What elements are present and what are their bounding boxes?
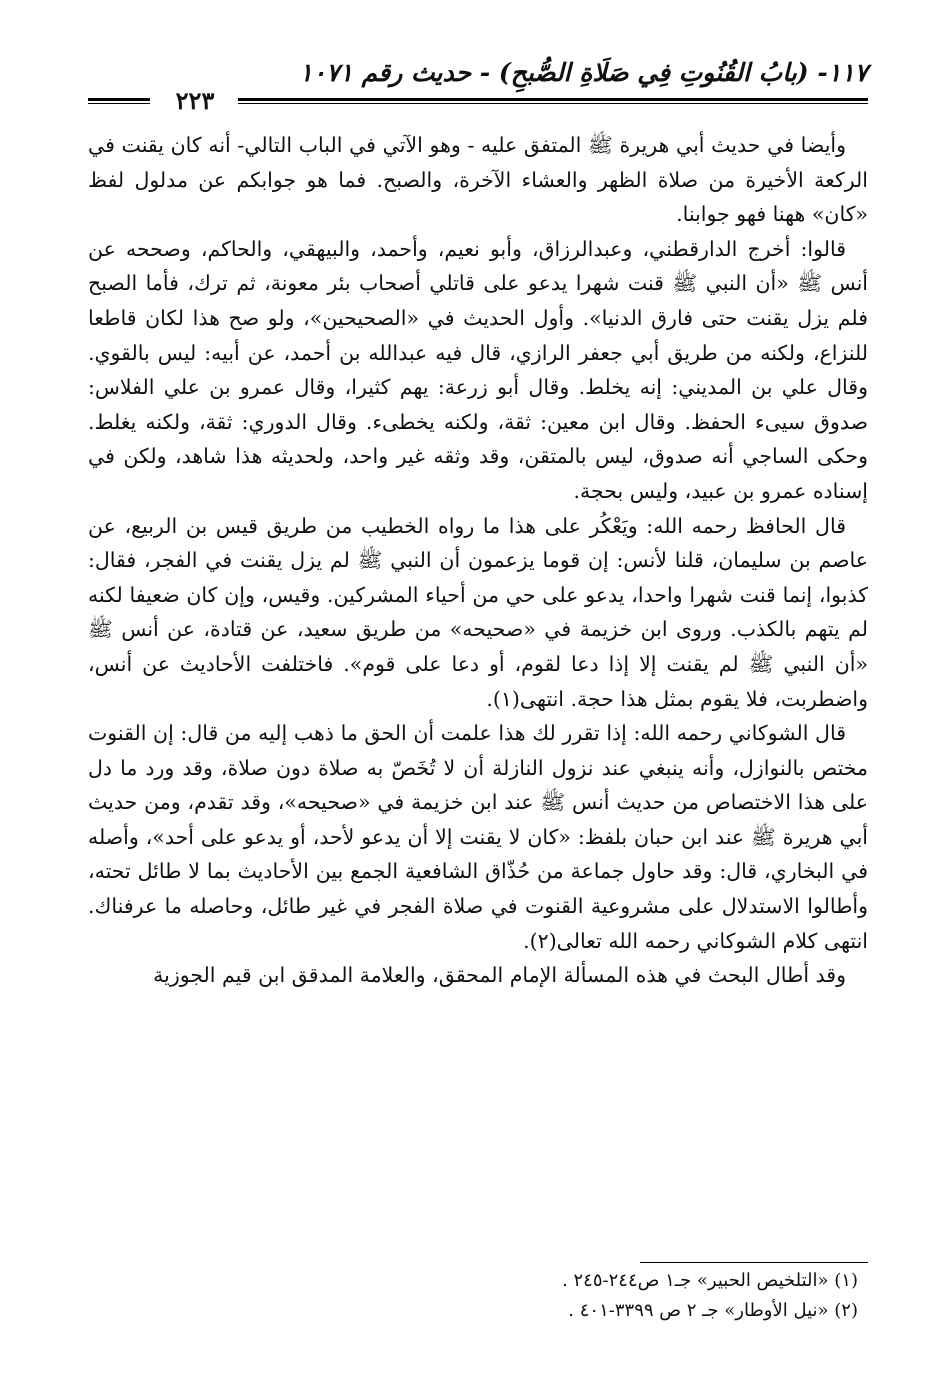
paragraph-2: قالوا: أخرج الدارقطني، وعبدالرزاق، وأبو نعيم، وأحمد، والبيهقي، والحاكم، وصححه عن أنس ﷺ «أن النبي ﷺ قنت شهرا يدعو على قاتلي أصحاب بئر معونة، ثم ترك، فأما الصبح فلم يزل يقنت حتى فارق الدنيا». وأول الحديث في «الصحيحين»، ولو صح هذا لكان قاطعا للنزاع، ولكنه من طريق أبي جعفر الرازي، قال فيه عبدالله بن أحمد، عن أبيه: ليس بالقوي. وقال علي بن المديني: إنه يخلط. وقال أبو زرعة: يهم كثيرا، وقال عمرو بن علي الفلاس: صدوق سيىء الحفظ. وقال ابن معين: ثقة، ولكنه يخطىء. وقال الدوري: ثقة، ولكنه يغلط. وحكى الساجي أنه صدوق، ليس بالمتقن، وقد وثقه غير واحد، ولحديثه هذا شاهد، ولكن في إسناده عمرو بن عبيد، وليس بحجة. bbox=[88, 236, 868, 503]
main-text bbox=[88, 128, 868, 993]
paragraph-3: قال الحافظ رحمه الله: ويَعْكُر على هذا ما رواه الخطيب من طريق قيس بن الربيع، عن عاصم بن سليمان، قلنا لأنس: إن قوما يزعمون أن النبي ﷺ لم يزل يقنت في الفجر، فقال: كذبوا، إنما قنت شهرا واحدا، يدعو على حي من أحياء المشركين. وقيس، وإن كان ضعيفا لكنه لم يتهم بالكذب. وروى ابن خزيمة في «صحيحه» من طريق سعيد، عن قتادة، عن أنس ﷺ «أن النبي ﷺ لم يقنت إلا إذا دعا لقوم، أو دعا على قوم». فاختلفت الأحاديث عن أنس، واضطربت، فلا يقوم بمثل هذا حجة. انتهى(١). bbox=[88, 513, 868, 711]
footnote-divider bbox=[640, 1262, 868, 1263]
footnotes bbox=[88, 1266, 868, 1326]
header-rule-left bbox=[88, 98, 150, 104]
footnote-2: (٢) «نيل الأوطار» جـ ٢ ص ٣٣٩٩-٤٠١ . bbox=[568, 1300, 858, 1321]
page-number: ٢٢٣ bbox=[175, 86, 215, 115]
header-rule-right bbox=[238, 98, 868, 104]
footnote-1: (١) «التلخيص الحبير» جـ١ ص٢٤٤-٢٤٥ . bbox=[562, 1270, 858, 1291]
paragraph-4: قال الشوكاني رحمه الله: إذا تقرر لك هذا علمت أن الحق ما ذهب إليه من قال: إن القنوت مختص بالنوازل، وأنه ينبغي عند نزول النازلة أن لا تُخَصّ به صلاة دون صلاة، وقد ورد ما دل على هذا الاختصاص من حديث أنس ﷺ عند ابن خزيمة في «صحيحه»، وقد تقدم، ومن حديث أبي هريرة ﷺ عند ابن حبان بلفظ: «كان لا يقنت إلا أن يدعو لأحد، أو يدعو على أحد»، وأصله في البخاري، قال: وقد حاول جماعة من حُذّاق الشافعية الجمع بين الأحاديث بما لا طائل تحته، وأطالوا الاستدلال على مشروعية القنوت في صلاة الفجر في غير طائل، وحاصله ما عرفناك. انتهى كلام الشوكاني رحمه الله تعالى(٢). bbox=[88, 721, 868, 953]
paragraph-1: وأيضا في حديث أبي هريرة ﷺ المتفق عليه - وهو الآتي في الباب التالي- أنه كان يقنت في الركعة الأخيرة من صلاة الظهر والعشاء الآخرة، والصبح. فما هو جوابكم عن مدلول لفظ «كان» ههنا فهو جوابنا. bbox=[88, 133, 868, 227]
paragraph-5: وقد أطال البحث في هذه المسألة الإمام المحقق، والعلامة المدقق ابن قيم الجوزية bbox=[153, 963, 846, 988]
chapter-title: ١١٧- (بابُ القُنُوتِ فِي صَلَاةِ الصُّبحِ) - حديث رقم ١٠٧١ bbox=[299, 58, 868, 87]
page-header bbox=[88, 58, 868, 115]
